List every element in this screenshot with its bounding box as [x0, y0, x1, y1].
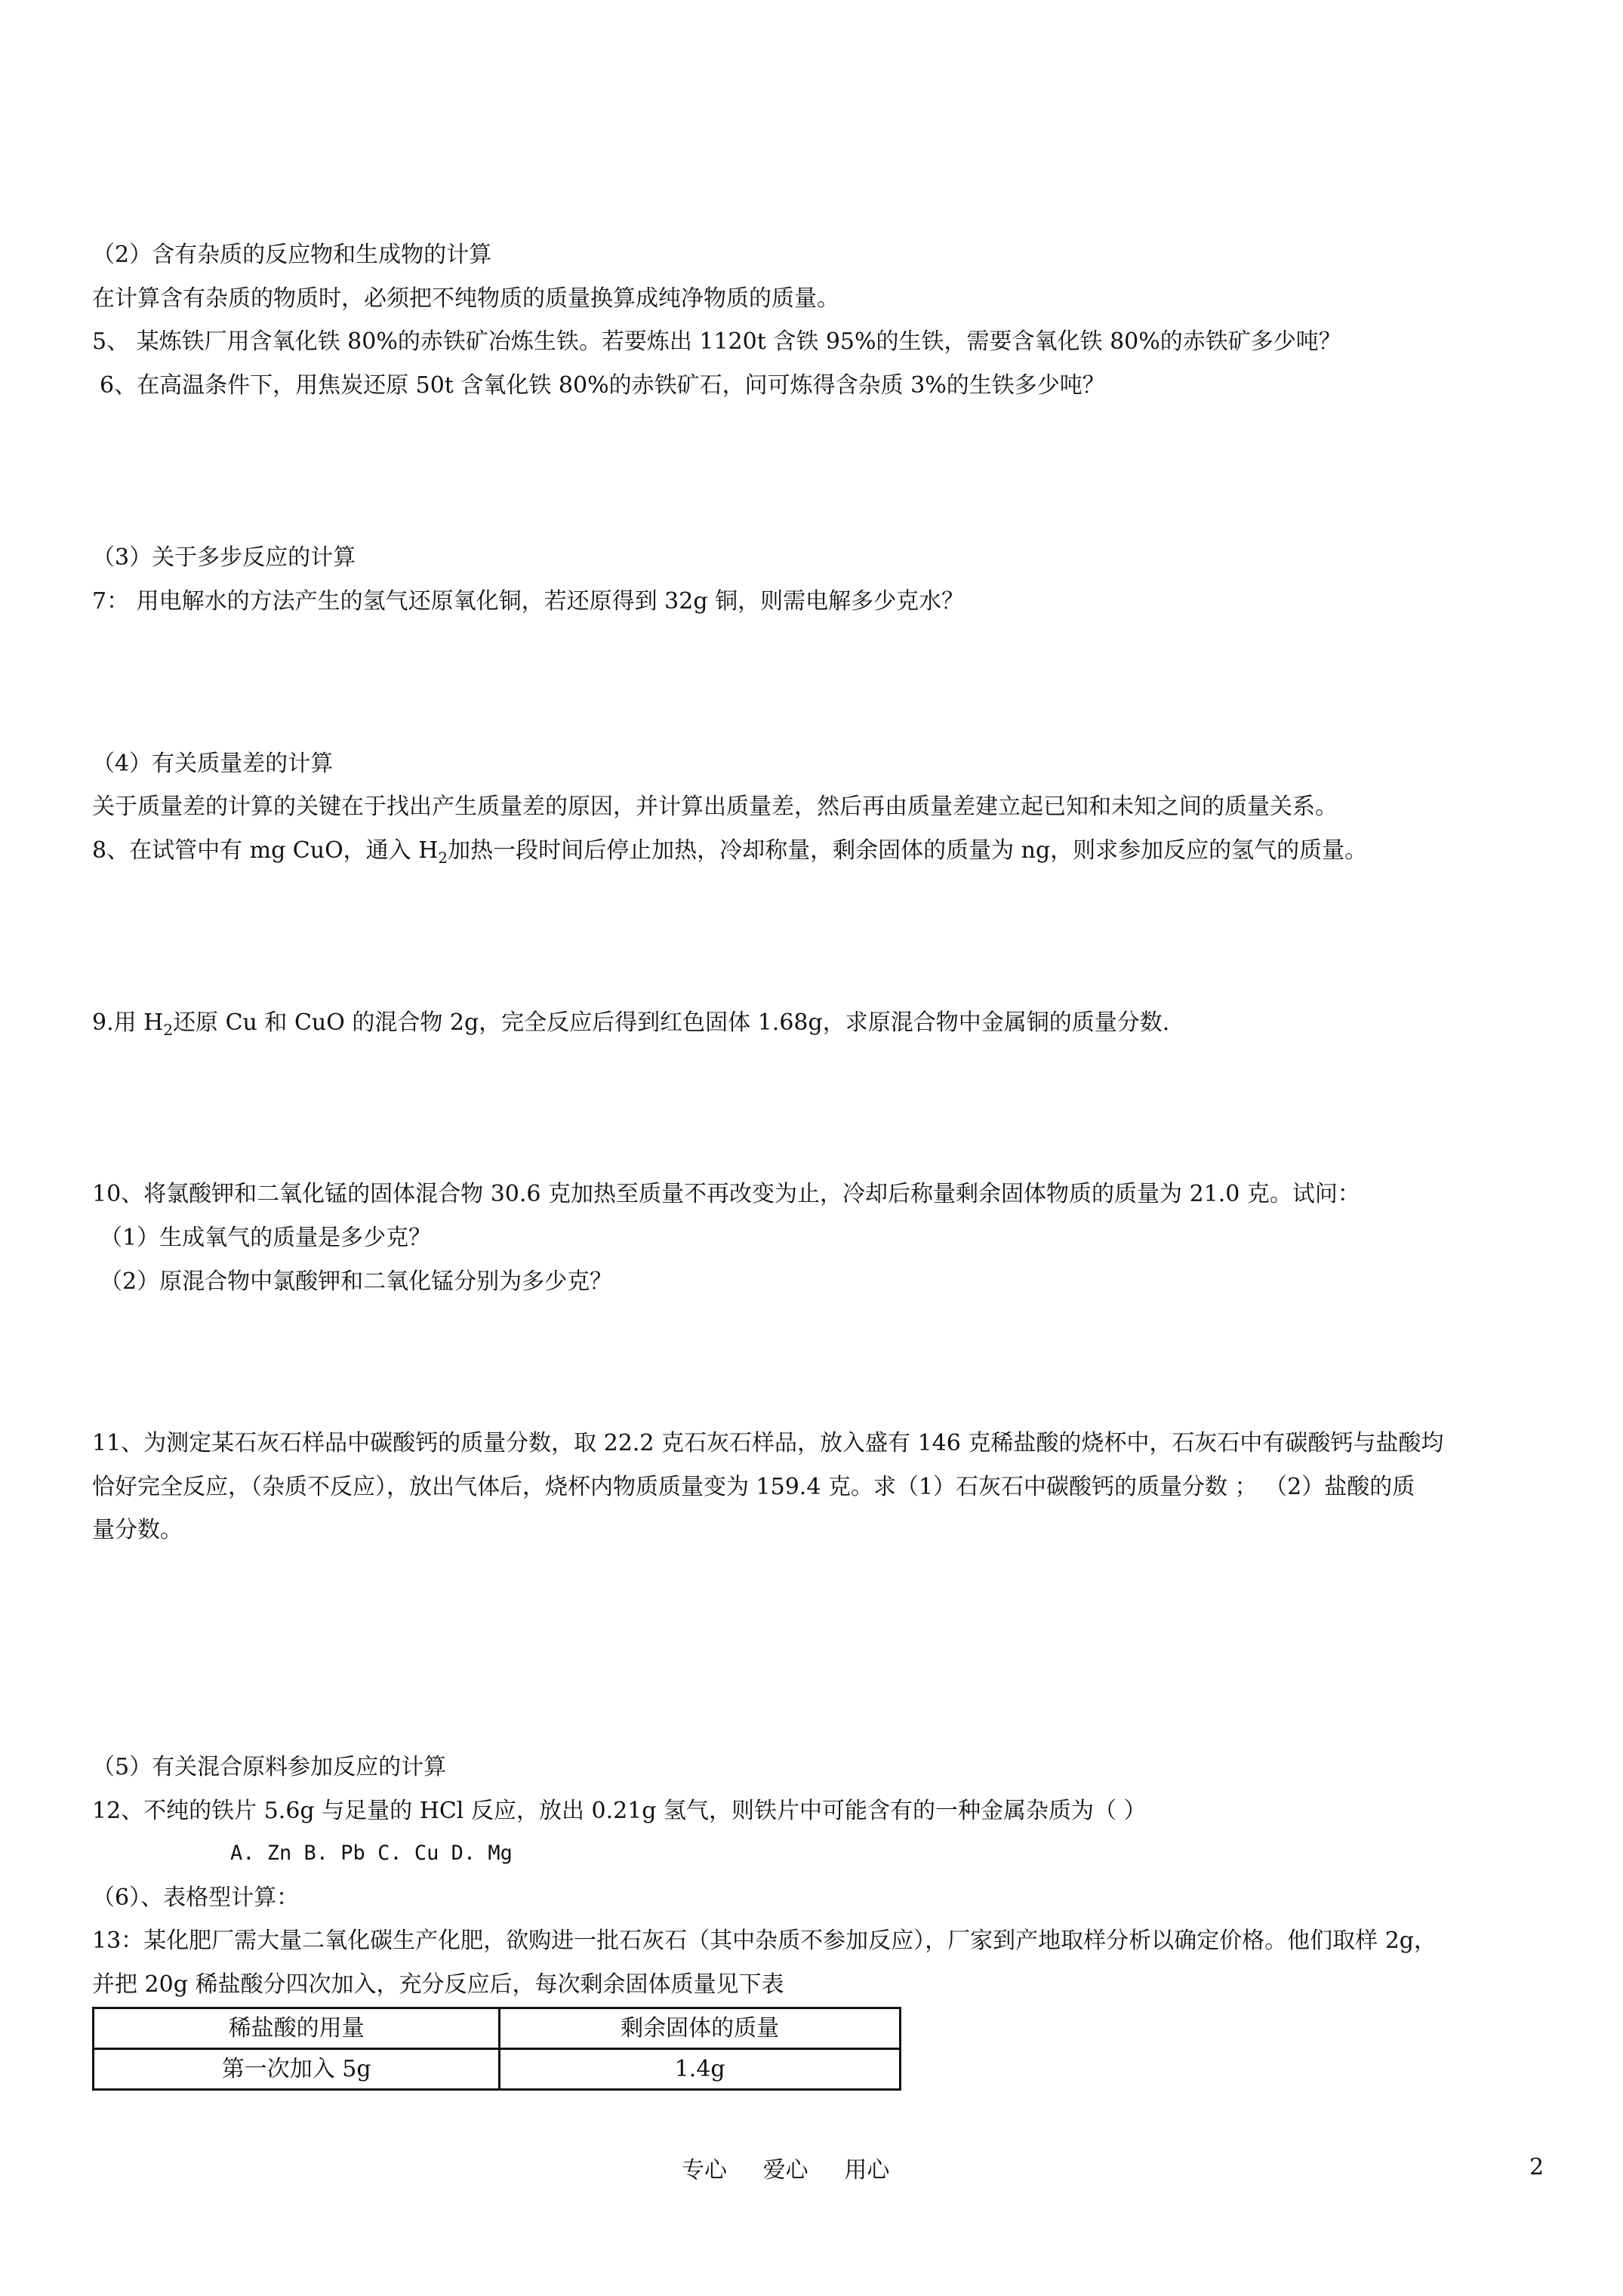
question-8: [92, 837, 1368, 867]
question-9: [92, 1009, 1170, 1039]
question-13-line-1: 13：某化肥厂需大量二氧化碳生产化肥，欲购进一批石灰石（其中杂质不参加反应），厂家到产地取样分析以确定价格。他们取样 2g，: [92, 1928, 1437, 1954]
question-13-line-2: 并把 20g 稀盐酸分四次加入，充分反应后，每次剩余固体质量见下表: [92, 1971, 784, 1998]
question-9-text-a: 9.用 H: [92, 1009, 164, 1036]
question-12-options: A. Zn B. Pb C. Cu D. Mg: [230, 1841, 513, 1865]
question-11-line-3: 量分数。: [92, 1517, 183, 1543]
question-9-subscript: 2: [163, 1021, 174, 1039]
section-heading-3: （3）关于多步反应的计算: [92, 544, 356, 571]
question-10-part-2: （2）原混合物中氯酸钾和二氧化锰分别为多少克？: [100, 1268, 613, 1295]
page-number: 2: [1529, 2154, 1544, 2180]
question-9-text-b: 还原 Cu 和 CuO 的混合物 2g，完全反应后得到红色固体 1.68g，求原混合物中金属铜的质量分数.: [173, 1009, 1170, 1036]
paragraph-mass-difference-intro: 关于质量差的计算的关键在于找出产生质量差的原因，并计算出质量差，然后再由质量差建立起已知和未知之间的质量关系。: [92, 794, 1338, 820]
question-8-text-b: 加热一段时间后停止加热，冷却称量，剩余固体的质量为 ng，则求参加反应的氢气的质量。: [448, 837, 1368, 864]
footer-motto: 专心 爱心 用心: [682, 2157, 890, 2184]
table-header-cell: 稀盐酸的用量: [94, 2008, 500, 2049]
table-header-row: [94, 2008, 901, 2049]
table-cell: 第一次加入 5g: [94, 2049, 500, 2090]
table-row: [94, 2049, 901, 2090]
question-10: 10、将氯酸钾和二氧化锰的固体混合物 30.6 克加热至质量不再改变为止，冷却后称量剩余固体物质的质量为 21.0 克。试问：: [92, 1181, 1360, 1207]
question-5: 5、 某炼铁厂用含氧化铁 80%的赤铁矿冶炼生铁。若要炼出 1120t 含铁 95%的生铁，需要含氧化铁 80%的赤铁矿多少吨？: [92, 328, 1341, 355]
section-heading-5: （5）有关混合原料参加反应的计算: [92, 1754, 447, 1780]
results-table: [92, 2007, 901, 2091]
question-11-line-2: 恰好完全反应，（杂质不反应），放出气体后，烧杯内物质质量变为 159.4 克。求（1）石灰石中碳酸钙的质量分数 ； （2）盐酸的质: [92, 1474, 1415, 1500]
table-cell: 1.4g: [500, 2049, 901, 2090]
question-11-line-1: 11、为测定某石灰石样品中碳酸钙的质量分数，取 22.2 克石灰石样品，放入盛有 146 克稀盐酸的烧杯中，石灰石中有碳酸钙与盐酸均: [92, 1430, 1444, 1456]
question-8-text-a: 8、在试管中有 mg CuO，通入 H: [92, 837, 439, 864]
section-heading-2: （2）含有杂质的反应物和生成物的计算: [92, 242, 492, 268]
question-8-subscript: 2: [438, 849, 448, 867]
section-heading-6: （6）、表格型计算：: [92, 1885, 300, 1911]
question-7: 7： 用电解水的方法产生的氢气还原氧化铜，若还原得到 32g 铜，则需电解多少克水？: [92, 588, 965, 615]
section-heading-4: （4）有关质量差的计算: [92, 750, 334, 777]
table-header-cell: 剩余固体的质量: [500, 2008, 901, 2049]
paragraph-impurity-intro: 在计算含有杂质的物质时，必须把不纯物质的质量换算成纯净物质的质量。: [92, 285, 839, 312]
question-6: 6、在高温条件下，用焦炭还原 50t 含氧化铁 80%的赤铁矿石，问可炼得含杂质 3%的生铁多少吨？: [100, 372, 1105, 399]
question-10-part-1: （1）生成氧气的质量是多少克？: [100, 1225, 432, 1251]
question-12: 12、不纯的铁片 5.6g 与足量的 HCl 反应，放出 0.21g 氢气，则铁片中可能含有的一种金属杂质为（ ）: [92, 1798, 1147, 1824]
